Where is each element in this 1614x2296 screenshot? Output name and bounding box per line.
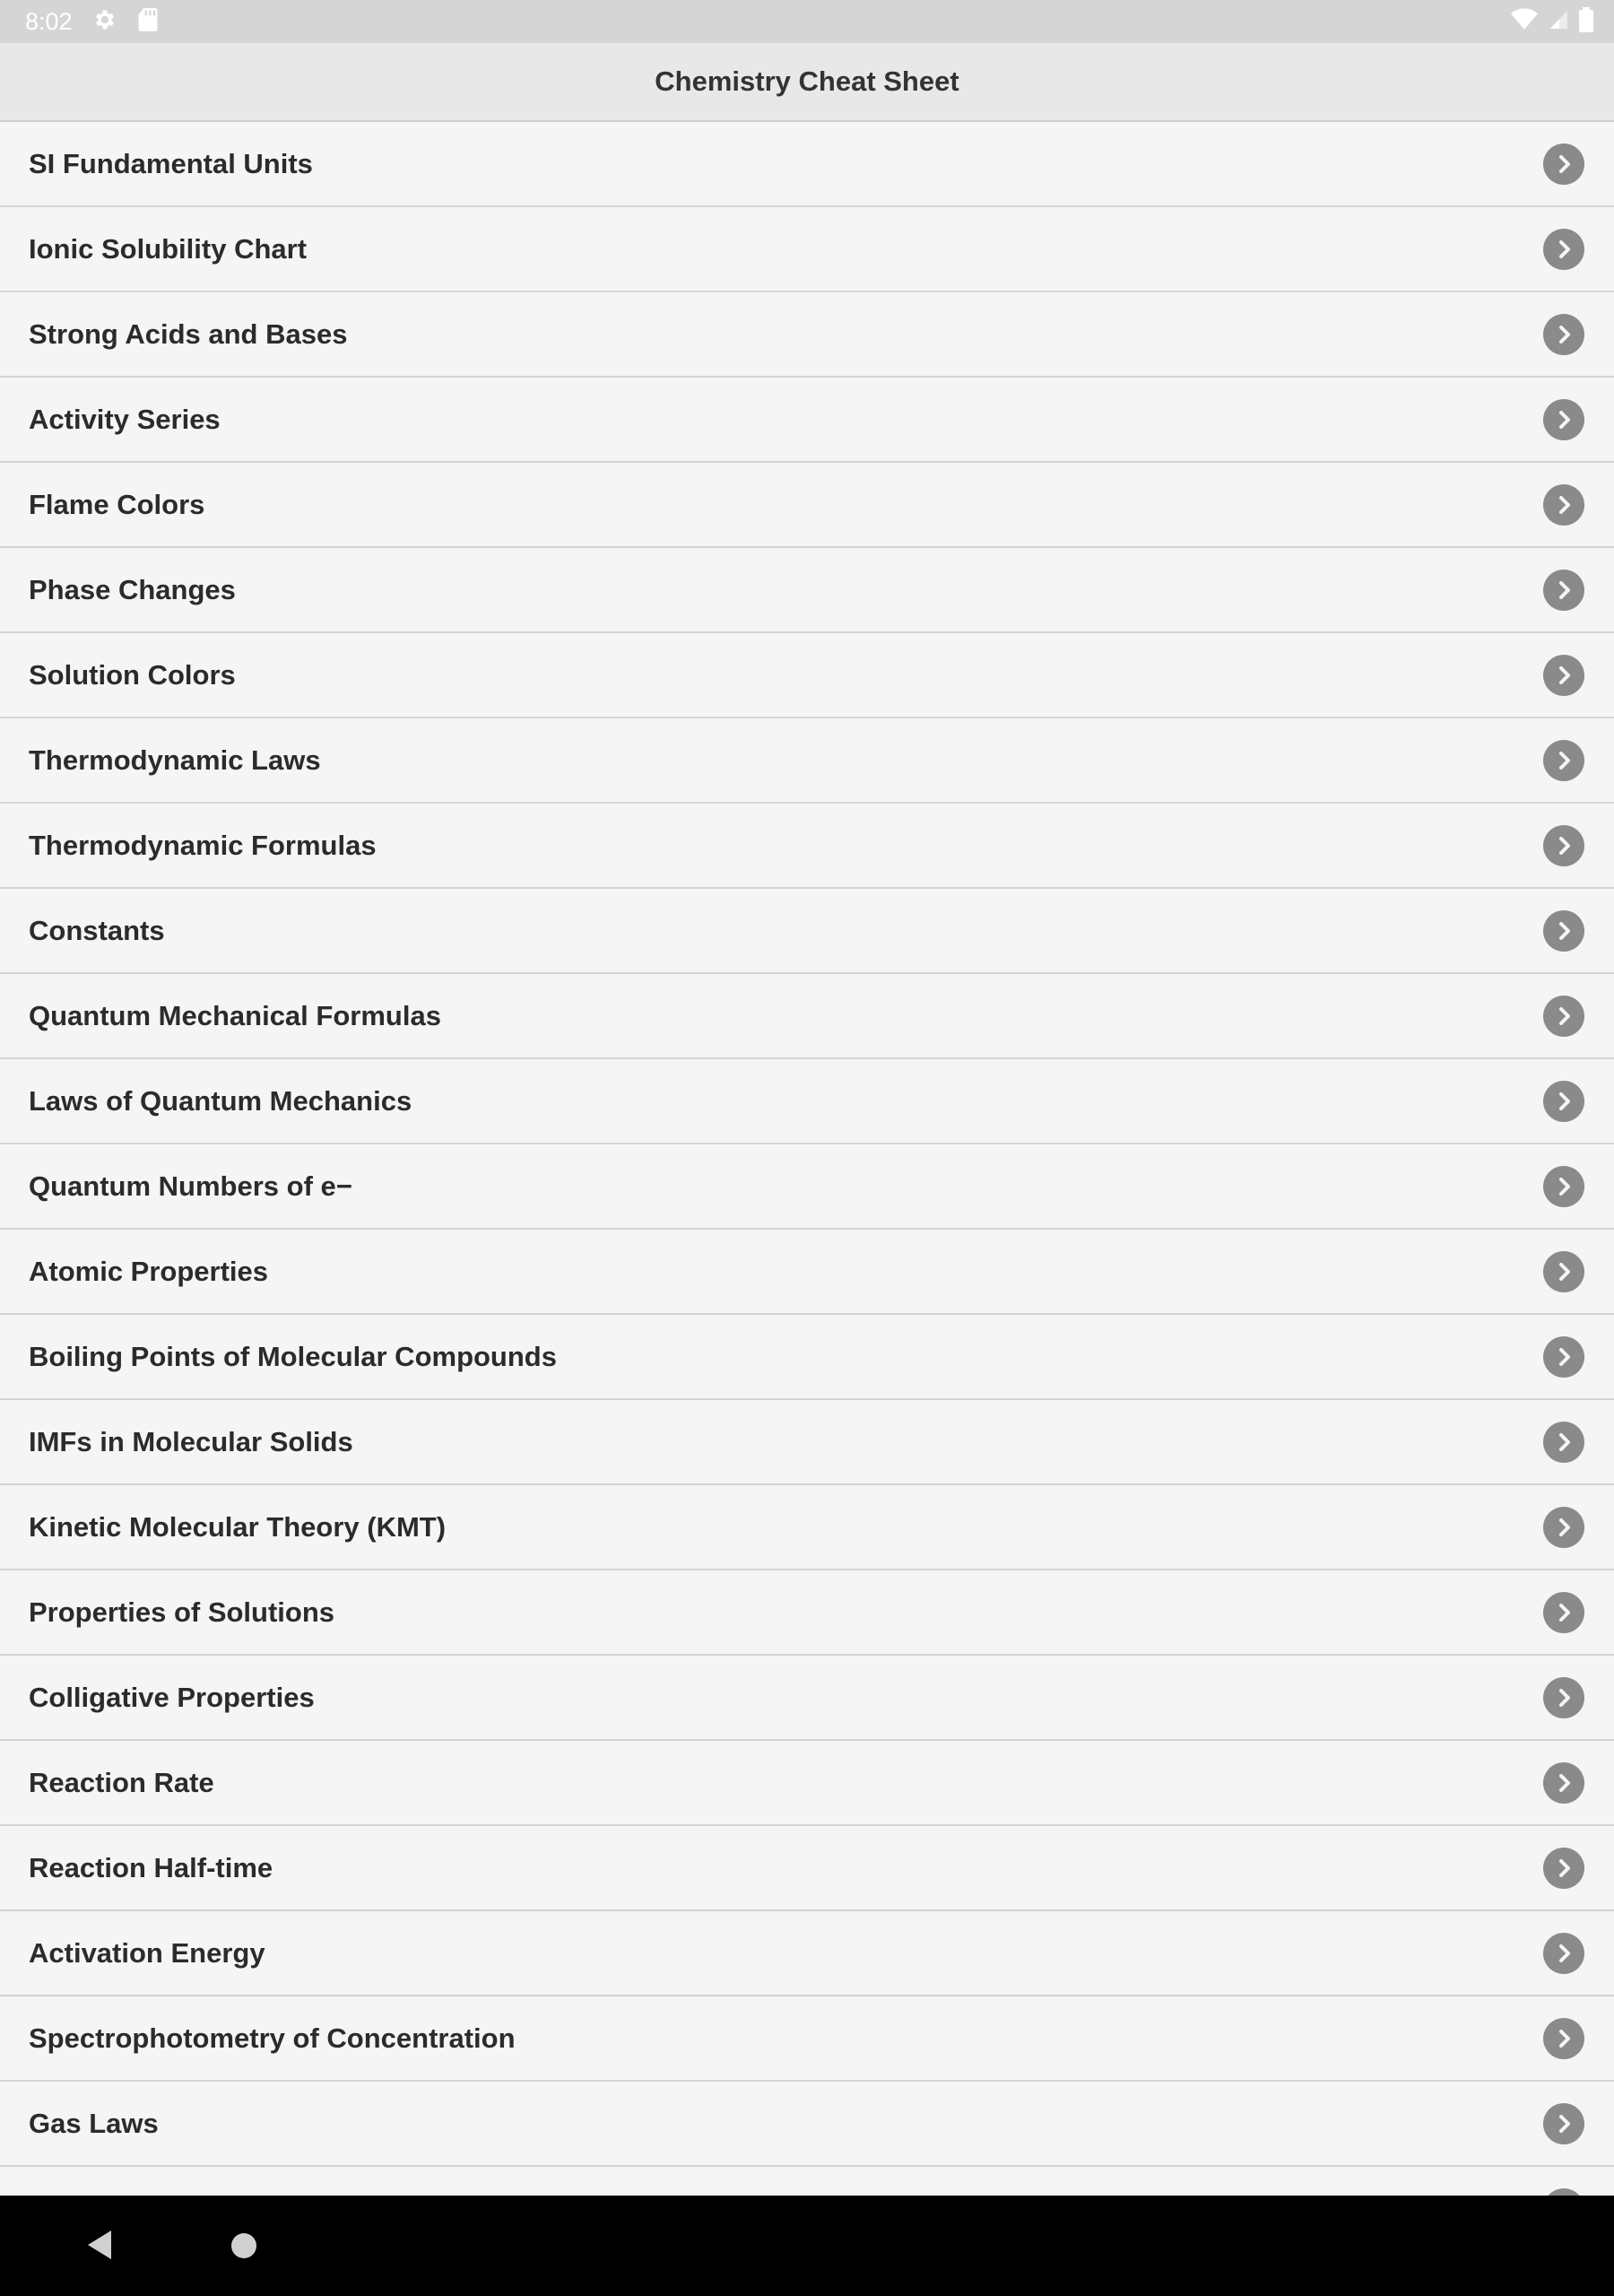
list-item-label: Thermodynamic Laws [29, 744, 321, 776]
status-right-icons [1510, 0, 1594, 43]
chevron-right-circle-icon[interactable] [1543, 484, 1584, 526]
list-item-label: Quantum Mechanical Formulas [29, 999, 441, 1031]
list-item-label: Activation Energy [29, 1936, 265, 1969]
chevron-right-circle-icon[interactable] [1543, 825, 1584, 866]
chevron-right-circle-icon[interactable] [1543, 2018, 1584, 2059]
list-item-label: Laws of Quantum Mechanics [29, 1084, 412, 1117]
list-item-label: Phase Changes [29, 573, 236, 605]
list-item-label: Reaction Half-time [29, 1851, 273, 1883]
chevron-right-circle-icon[interactable] [1543, 1677, 1584, 1718]
chevron-right-circle-icon[interactable] [1543, 1507, 1584, 1548]
chevron-right-circle-icon[interactable] [1543, 1762, 1584, 1804]
list-item-label: Flame Colors [29, 488, 205, 520]
chevron-right-circle-icon[interactable] [1543, 229, 1584, 270]
chevron-right-circle-icon[interactable] [1543, 910, 1584, 952]
list-item[interactable] [0, 1230, 1614, 1315]
topic-list[interactable] [0, 122, 1614, 2196]
chevron-right-circle-icon[interactable] [1543, 1251, 1584, 1292]
list-item-label: Properties of Solutions [29, 1596, 335, 1628]
list-item-label: Quantum Numbers of e− [29, 1170, 352, 1202]
list-item[interactable] [0, 1315, 1614, 1400]
chevron-right-circle-icon[interactable] [1543, 1848, 1584, 1889]
list-item[interactable] [0, 633, 1614, 718]
status-left-icons [92, 7, 159, 37]
list-item-label: Kinetic Molecular Theory (KMT) [29, 1510, 447, 1543]
list-item[interactable] [0, 207, 1614, 292]
list-item[interactable] [0, 804, 1614, 889]
list-item[interactable] [0, 1656, 1614, 1741]
list-item[interactable] [0, 463, 1614, 548]
list-item[interactable] [0, 378, 1614, 463]
chevron-right-circle-icon[interactable] [1543, 1081, 1584, 1122]
status-time: 8:02 [25, 7, 73, 35]
list-item[interactable] [0, 974, 1614, 1059]
chevron-right-circle-icon[interactable] [1543, 1422, 1584, 1463]
chevron-right-circle-icon[interactable] [1543, 1592, 1584, 1633]
battery-icon [1578, 7, 1594, 37]
chevron-right-circle-icon[interactable] [1543, 740, 1584, 781]
list-item[interactable] [0, 292, 1614, 378]
list-item-label: Strong Acids and Bases [29, 317, 348, 350]
list-item[interactable] [0, 1144, 1614, 1230]
list-item-label: Colligative Properties [29, 1681, 315, 1713]
page-title: Chemistry Cheat Sheet [655, 65, 959, 97]
chevron-right-circle-icon[interactable] [1543, 996, 1584, 1037]
sd-card-icon [137, 7, 159, 37]
app-header [0, 43, 1614, 122]
list-item-label: Reaction Rate [29, 1766, 214, 1798]
chevron-right-circle-icon[interactable] [1543, 570, 1584, 611]
gear-icon [92, 7, 117, 37]
chevron-right-circle-icon[interactable] [1543, 655, 1584, 696]
list-item-label: Boiling Points of Molecular Compounds [29, 1340, 557, 1372]
status-bar [0, 0, 1614, 43]
list-item[interactable] [0, 2082, 1614, 2167]
list-item[interactable] [0, 889, 1614, 974]
list-item-label: Atomic Properties [29, 1255, 269, 1287]
list-item[interactable] [0, 1059, 1614, 1144]
wifi-icon [1510, 8, 1539, 36]
list-item-label: Spectrophotometry of Concentration [29, 2022, 516, 2054]
back-icon[interactable] [84, 2228, 115, 2266]
list-item[interactable] [0, 1826, 1614, 1911]
list-item[interactable] [0, 1485, 1614, 1570]
list-item-label: Thermodynamic Formulas [29, 829, 377, 861]
list-item-label: Constants [29, 914, 165, 946]
list-item[interactable] [0, 1996, 1614, 2082]
list-item-label: Ionic Solubility Chart [29, 232, 308, 265]
chevron-right-circle-icon[interactable] [1543, 399, 1584, 440]
list-item[interactable] [0, 1400, 1614, 1485]
list-item[interactable] [0, 122, 1614, 207]
chevron-right-circle-icon[interactable] [1543, 1166, 1584, 1207]
list-item[interactable] [0, 718, 1614, 804]
chevron-right-circle-icon[interactable] [1543, 2103, 1584, 2144]
list-item-label: Solution Colors [29, 658, 236, 691]
list-item[interactable] [0, 548, 1614, 633]
list-item-label: Gas Laws [29, 2107, 159, 2139]
chevron-right-circle-icon[interactable] [1543, 144, 1584, 185]
chevron-right-circle-icon[interactable] [1543, 1336, 1584, 1378]
navigation-bar [0, 2196, 1614, 2296]
list-item-label: SI Fundamental Units [29, 147, 313, 179]
chevron-right-circle-icon[interactable] [1543, 314, 1584, 355]
list-item[interactable] [0, 1570, 1614, 1656]
home-icon[interactable] [231, 2233, 256, 2258]
signal-icon [1548, 8, 1569, 36]
list-item[interactable] [0, 1741, 1614, 1826]
chevron-right-circle-icon[interactable] [1543, 1933, 1584, 1974]
list-item-label: IMFs in Molecular Solids [29, 1425, 353, 1457]
list-item-label: Activity Series [29, 403, 221, 435]
list-item[interactable] [0, 1911, 1614, 1996]
